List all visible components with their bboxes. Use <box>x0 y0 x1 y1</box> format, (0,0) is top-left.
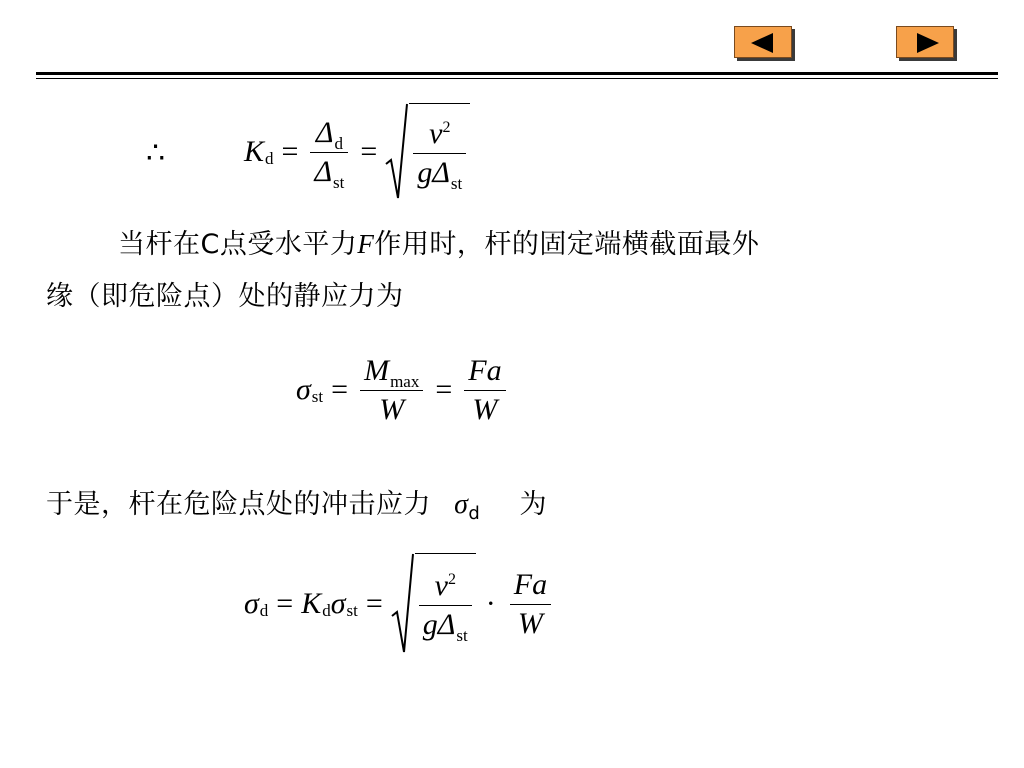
sigma-d-subscript: d <box>468 503 481 524</box>
radical-icon <box>391 552 415 656</box>
impact-stress-sentence <box>46 482 547 524</box>
square-root <box>391 552 476 656</box>
triangle-right-icon <box>897 27 955 59</box>
sigma-symbol: σ <box>244 587 259 620</box>
K-symbol: K <box>301 587 322 620</box>
max-subscript: max <box>390 371 420 391</box>
equals-sign: = <box>331 373 349 406</box>
K-subscript: d <box>322 601 331 620</box>
therefore-symbol: ∴ <box>146 137 166 170</box>
square-root <box>385 102 470 202</box>
Fa-symbol: Fa <box>464 354 505 391</box>
header-rule-thin <box>36 78 998 79</box>
force-arm-fraction <box>510 568 551 641</box>
force-arm-fraction <box>464 354 505 427</box>
M-symbol: M <box>364 353 390 387</box>
velocity-fraction <box>419 568 472 645</box>
equals-sign: = <box>365 587 383 620</box>
g-symbol: g <box>422 607 438 641</box>
g-symbol: g <box>417 155 433 189</box>
triangle-left-icon <box>735 27 793 59</box>
paragraph-text: 作用时，杆的固定端横截面最外 <box>374 229 760 260</box>
radical-icon <box>385 102 409 202</box>
equals-sign: = <box>360 135 378 168</box>
next-button[interactable] <box>896 26 954 58</box>
sigma-symbol: σ <box>296 373 311 406</box>
formula-impact-factor <box>244 102 470 202</box>
multiply-dot: · <box>485 587 496 620</box>
delta-symbol: Δ <box>432 155 450 189</box>
formula-impact-stress <box>244 552 555 656</box>
delta-ratio-fraction <box>310 115 348 192</box>
v-symbol: v <box>429 116 443 150</box>
sigma-st-subscript: st <box>311 387 324 406</box>
W-symbol: W <box>379 392 405 426</box>
delta-d-subscript: d <box>334 133 343 153</box>
delta-symbol: Δ <box>314 154 333 188</box>
K-symbol: K <box>244 135 265 168</box>
square-exponent: 2 <box>447 570 456 588</box>
equals-sign: = <box>276 587 294 620</box>
v-symbol: v <box>434 568 448 602</box>
equals-sign: = <box>281 135 299 168</box>
formula-static-stress <box>296 344 510 436</box>
sigma-symbol: σ <box>454 489 469 520</box>
velocity-fraction <box>413 116 466 193</box>
Fa-symbol: Fa <box>510 568 551 605</box>
K-subscript: d <box>265 149 274 168</box>
sigma-st-subscript: st <box>346 601 358 620</box>
W-symbol: W <box>517 606 543 640</box>
delta-symbol: Δ <box>437 607 456 641</box>
delta-st-subscript: st <box>333 172 345 192</box>
paragraph-line-2: 缘（即危险点）处的静应力为 <box>46 281 404 312</box>
delta-symbol: Δ <box>315 115 334 149</box>
moment-fraction <box>360 354 423 427</box>
equals-sign: = <box>435 373 453 406</box>
sentence-text: 于是，杆在危险点处的冲击应力 <box>46 489 431 520</box>
sentence-text: 为 <box>519 489 547 520</box>
delta-st-subscript: st <box>456 625 468 645</box>
delta-st-subscript: st <box>450 173 463 193</box>
W-symbol: W <box>472 392 498 426</box>
previous-button[interactable] <box>734 26 792 58</box>
header-rule-thick <box>36 72 998 75</box>
paragraph-text: 当杆在C点受水平力 <box>118 229 358 260</box>
sigma-symbol: σ <box>330 587 346 620</box>
sigma-d-subscript: d <box>259 601 269 620</box>
force-symbol: F <box>357 229 375 259</box>
paragraph-line-1 <box>118 222 759 261</box>
square-exponent: 2 <box>442 118 451 136</box>
